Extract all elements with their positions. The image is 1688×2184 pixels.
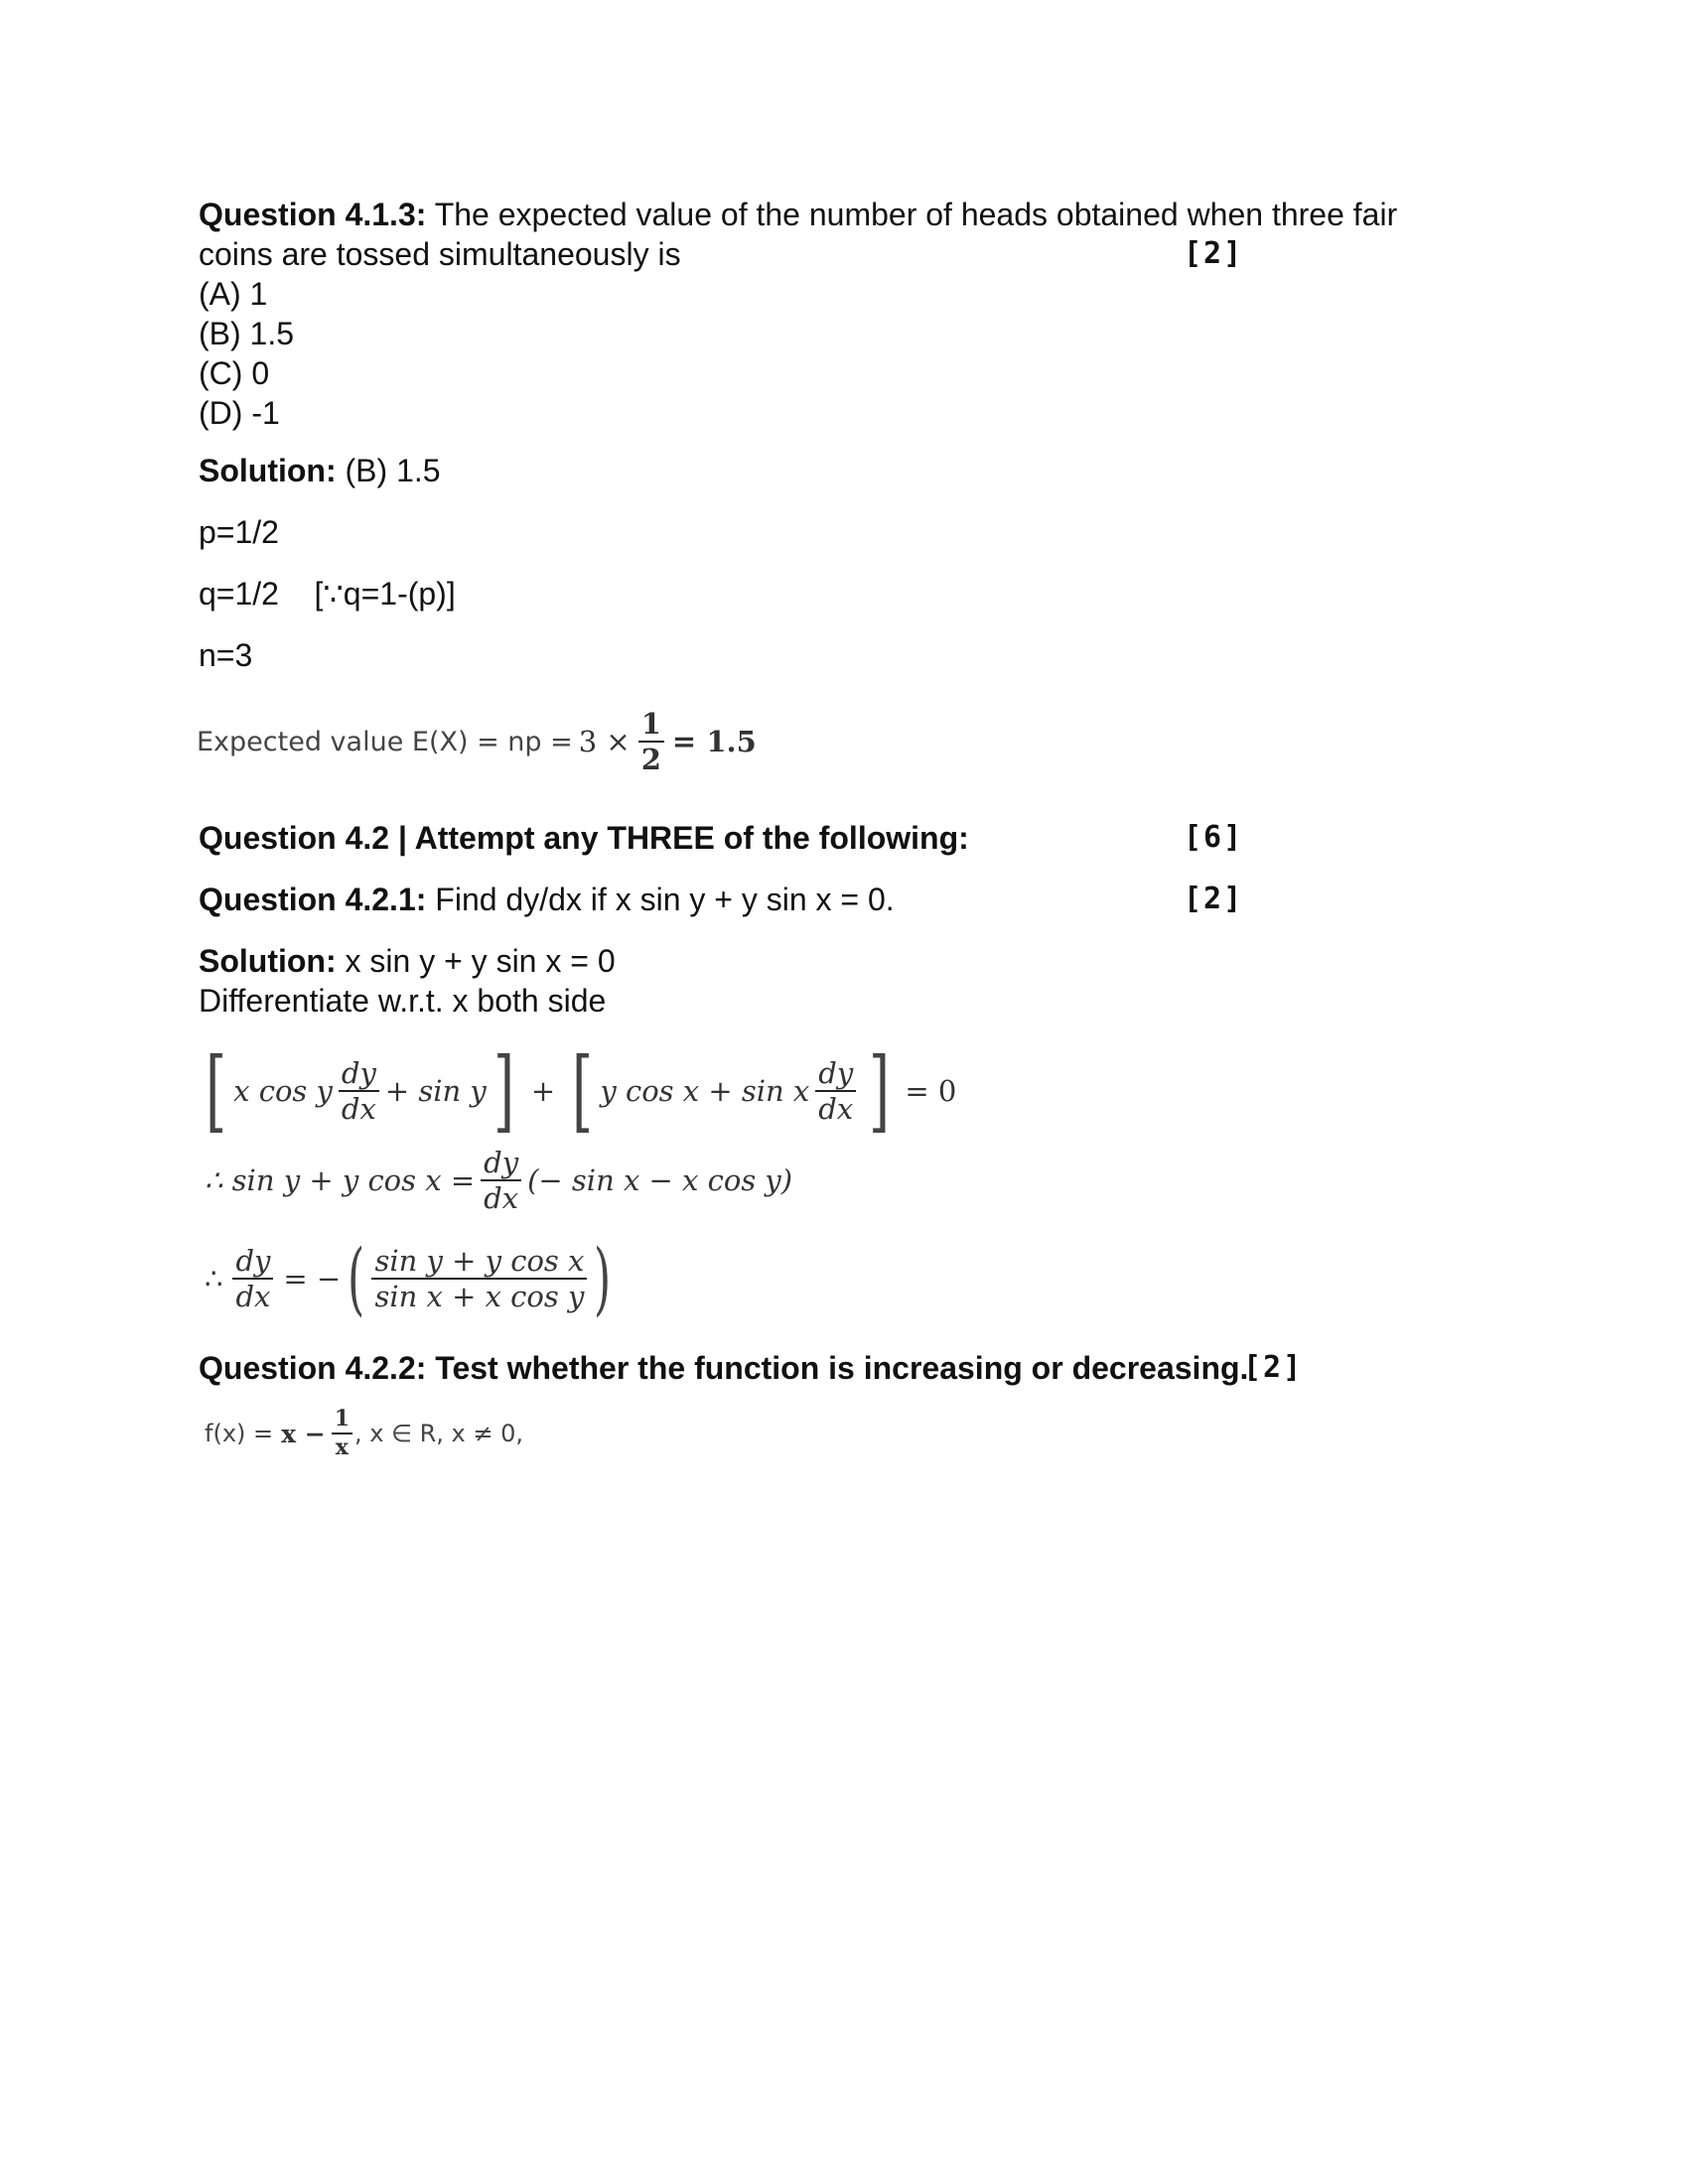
line-p: p=1/2 — [199, 514, 279, 550]
question-text: Find dy/dx if x sin y + y sin x = 0. — [426, 882, 895, 917]
eq1-term-y-cos-x: y cos x + sin x — [600, 1074, 810, 1108]
eq1-term-sin-y: + sin y — [384, 1074, 487, 1108]
question-4-1-3-line2 — [199, 234, 1450, 274]
solution-4-1-3 — [199, 451, 441, 490]
fraction-numerator: sin y + y cos x — [371, 1246, 587, 1280]
right-bracket: ] — [492, 1038, 514, 1143]
question-4-2-heading: Question 4.2 | Attempt any THREE of the following: — [199, 820, 969, 856]
marks-badge: [2] — [1184, 882, 1244, 916]
expected-fraction — [638, 709, 664, 775]
fraction-denominator: sin x + x cos y — [374, 1280, 585, 1313]
function-domain: , x ∈ R, x ≠ 0, — [354, 1420, 524, 1448]
fraction-numerator: dy — [481, 1148, 521, 1181]
eq1-term-x-cos-y: x cos y — [233, 1074, 333, 1108]
left-bracket: [ — [572, 1038, 594, 1143]
derivative-equation-1 — [199, 1038, 957, 1143]
line-n: n=3 — [199, 637, 253, 673]
question-4-2-1 — [199, 880, 895, 919]
question-label: Question 4.2.1: — [199, 882, 427, 917]
function-fraction — [332, 1408, 352, 1459]
left-bracket: [ — [206, 1038, 227, 1143]
eq2-left-side: ∴ sin y + y cos x = — [205, 1163, 476, 1198]
expected-value-prefix: Expected value E(X) = np = — [197, 726, 573, 757]
question-4-1-3-line1 — [199, 195, 1450, 234]
expected-value-formula — [197, 709, 757, 775]
marks-badge: [6] — [1184, 820, 1244, 855]
option-c: (C) 0 — [199, 355, 270, 391]
question-4-1-3 — [199, 195, 1450, 274]
eq3-equals-minus: = − — [283, 1262, 342, 1296]
fraction-denominator: dx — [818, 1092, 854, 1126]
question-label: Question 4.1.3: — [199, 197, 427, 232]
derivative-equation-2 — [205, 1148, 792, 1214]
fraction-denominator: x — [335, 1434, 349, 1461]
eq1-equals-zero: = 0 — [905, 1074, 957, 1108]
expected-result: = 1.5 — [671, 725, 757, 759]
fraction-numerator: dy — [339, 1058, 379, 1092]
fraction-denominator: dx — [484, 1181, 519, 1216]
right-bracket: ] — [869, 1038, 891, 1143]
option-d: (D) -1 — [199, 395, 280, 431]
fraction-numerator: 1 — [638, 709, 664, 743]
right-paren: ) — [594, 1232, 612, 1324]
line-q: q=1/2 [∵q=1-(p)] — [199, 576, 456, 612]
eq2-right-side: (− sin x − x cos y) — [527, 1163, 793, 1198]
eq1-plus: + — [530, 1074, 556, 1108]
fraction-numerator: 1 — [332, 1408, 352, 1434]
marks-badge: [2] — [1243, 1350, 1304, 1385]
expected-multiplier: 3 × — [578, 725, 631, 759]
fraction-numerator: dy — [815, 1058, 856, 1092]
fraction-denominator: dx — [235, 1280, 271, 1313]
therefore-symbol: ∴ — [205, 1262, 223, 1296]
option-list — [199, 274, 294, 433]
function-prefix: f(x) = — [205, 1420, 274, 1448]
question-4-2-2-heading: Question 4.2.2: Test whether the function is increasing or decreasing. — [199, 1350, 1249, 1386]
marks-badge: [2] — [1184, 236, 1244, 271]
question-text: The expected value of the number of heads obtained when three fair — [426, 197, 1398, 232]
solution-text: x sin y + y sin x = 0 — [336, 943, 616, 979]
fraction-denominator: 2 — [640, 743, 661, 777]
fraction-numerator: dy — [232, 1246, 273, 1280]
function-x-minus: x − — [281, 1419, 326, 1448]
eq2-dy-dx — [481, 1148, 521, 1214]
option-b: (B) 1.5 — [199, 316, 295, 351]
option-a: (A) 1 — [199, 276, 268, 312]
function-definition — [205, 1408, 523, 1459]
derivative-equation-3 — [205, 1232, 619, 1324]
solution-label: Solution: — [199, 453, 337, 488]
eq3-result-fraction — [371, 1243, 587, 1313]
eq3-dy-dx — [232, 1243, 273, 1313]
solution-label: Solution: — [199, 943, 337, 979]
fraction-denominator: dx — [341, 1092, 376, 1126]
differentiate-instruction: Differentiate w.r.t. x both side — [199, 983, 607, 1019]
eq1-dy-dx-2 — [815, 1055, 856, 1126]
left-paren: ( — [348, 1232, 365, 1324]
solution-answer: (B) 1.5 — [336, 453, 441, 488]
eq1-dy-dx — [339, 1055, 379, 1126]
question-text-continued: coins are tossed simultaneously is — [199, 236, 681, 272]
solution-4-2-1 — [199, 941, 616, 1021]
